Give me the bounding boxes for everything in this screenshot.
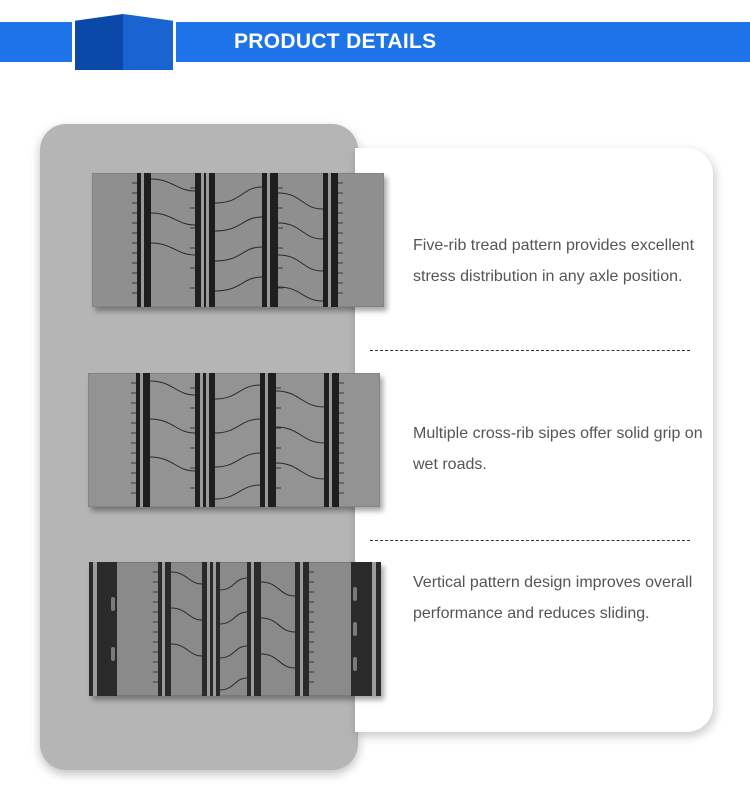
banner-gap [173, 22, 176, 62]
banner-tab-dark [75, 14, 123, 70]
tread-image-five-rib [92, 173, 384, 307]
feature-text-2: Multiple cross-rib sipes offer solid grip on wet roads. [413, 425, 703, 473]
divider [370, 540, 690, 541]
feature-text-3: Vertical pattern design improves overall performance and reduces sliding. [413, 574, 693, 622]
feature-text-1: Five-rib tread pattern provides excellent stress distribution in any axle position. [413, 237, 695, 285]
header-banner [0, 22, 750, 62]
banner-gap [72, 22, 75, 62]
divider [370, 350, 690, 351]
tread-image-vertical [89, 562, 381, 696]
banner-tab-light [123, 14, 173, 70]
page-title: PRODUCT DETAILS [234, 30, 437, 53]
tread-image-cross-rib [88, 373, 380, 507]
